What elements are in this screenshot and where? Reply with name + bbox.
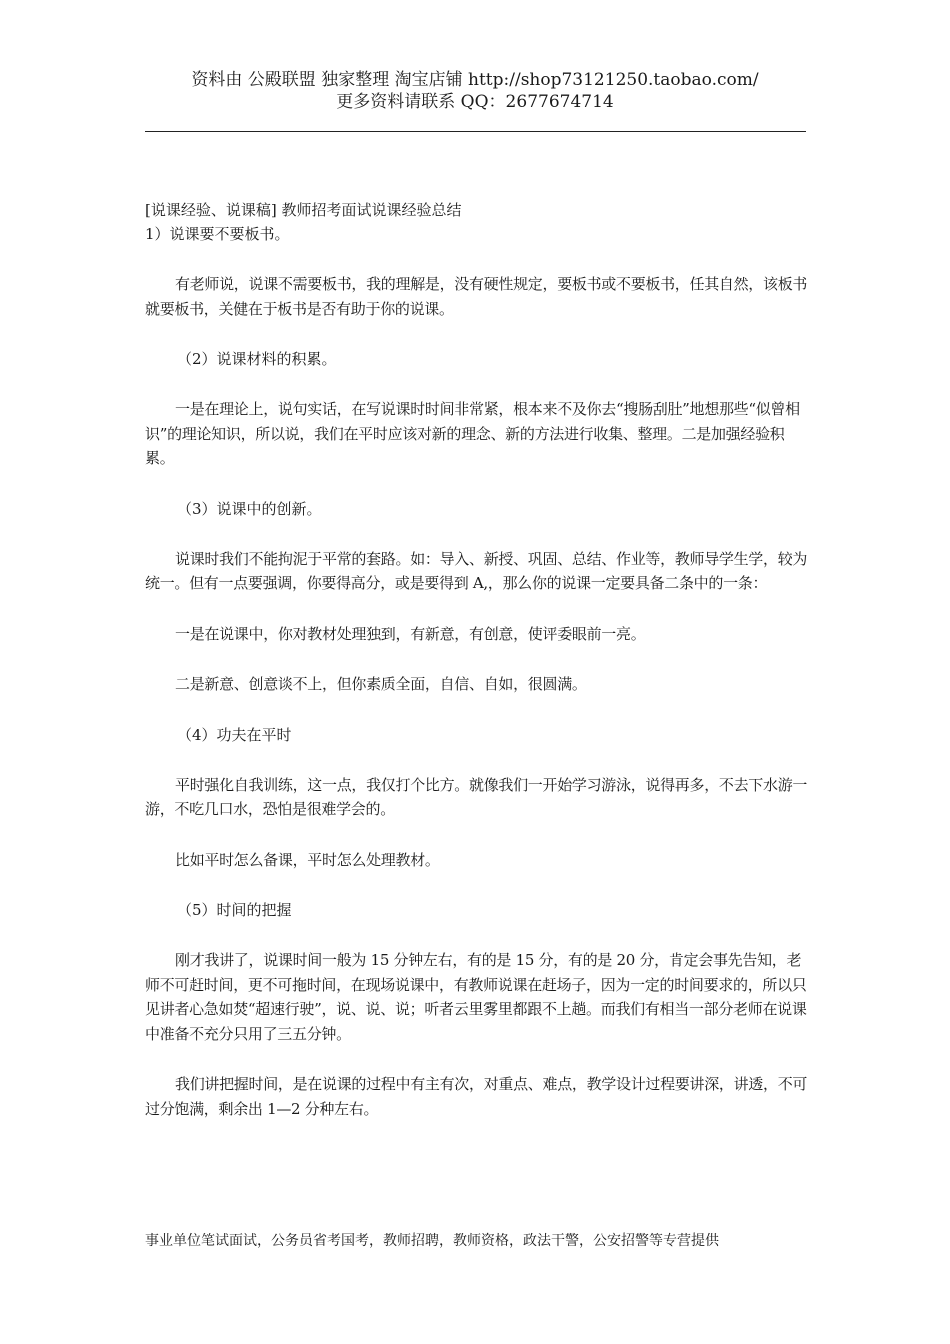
document-title: [说课经验、说课稿] 教师招考面试说课经验总结 — [145, 201, 462, 219]
section-heading-4: （4）功夫在平时 — [177, 725, 292, 744]
paragraph-9: 我们讲把握时间，是在说课的过程中有主有次，对重点、难点，教学设计过程要讲深，讲透，不可过分饱满，剩余出 1—2 分种左右。 — [145, 1075, 808, 1118]
section-heading-1: 1）说课要不要板书。 — [145, 225, 290, 243]
page-footer: 事业单位笔试面试，公务员省考国考，教师招聘，教师资格，政法干警，公安招警等专营提供 — [145, 1233, 719, 1249]
paragraph-3: 说课时我们不能拘泥于平常的套路。如：导入、新授、巩固、总结、作业等，教师导学生学，较为统一。但有一点要强调，你要得高分，或是要得到 A,，那么你的说课一定要具备二条中的一条： — [145, 549, 808, 592]
header-line-2: 更多资料请联系 QQ：2677674714 — [336, 92, 614, 112]
paragraph-2: 一是在理论上，说句实话，在写说课时时间非常紧，根本来不及你去“搜肠刮肚”地想那些“似曾相识”的理论知识，所以说，我们在平时应该对新的理念、新的方法进行收集、整理。二是加强经验积累。 — [145, 400, 800, 467]
paragraph-4: 一是在说课中，你对教材处理独到，有新意，有创意，使评委眼前一亮。 — [175, 624, 646, 643]
paragraph-6: 平时强化自我训练，这一点，我仅打个比方。就像我们一开始学习游泳，说得再多，不去下水游一游，不吃几口水，恐怕是很难学会的。 — [145, 775, 808, 818]
paragraph-5: 二是新意、创意谈不上，但你素质全面，自信、自如，很圆满。 — [175, 675, 587, 693]
paragraph-7: 比如平时怎么备课，平时怎么处理教材。 — [175, 850, 440, 869]
paragraph-1: 有老师说，说课不需要板书，我的理解是，没有硬性规定，要板书或不要板书，任其自然，该板书就要板书，关健在于板书是否有助于你的说课。 — [145, 275, 808, 318]
section-heading-3: （3）说课中的创新。 — [177, 499, 322, 518]
header-line-1: 资料由 公殿联盟 独家整理 淘宝店铺 http://shop73121250.taobao.com/ — [191, 70, 759, 90]
section-heading-2: （2）说课材料的积累。 — [177, 350, 337, 368]
document-body — [145, 198, 808, 1121]
paragraph-8: 刚才我讲了，说课时间一般为 15 分钟左右，有的是 15 分，有的是 20 分，肯定会事先告知，老师不可赶时间，更不可拖时间，在现场说课中，有教师说课在赶场子，因为一定的时间要求的，所以只见讲者心急如焚“超速行驶”，说、说、说；听者云里雾里都跟不上趟。而我们有相当一部分老师在说课中准备不充分只用了三五分钟。 — [145, 951, 807, 1043]
section-heading-5: （5）时间的把握 — [177, 901, 292, 919]
header-divider — [145, 131, 806, 132]
